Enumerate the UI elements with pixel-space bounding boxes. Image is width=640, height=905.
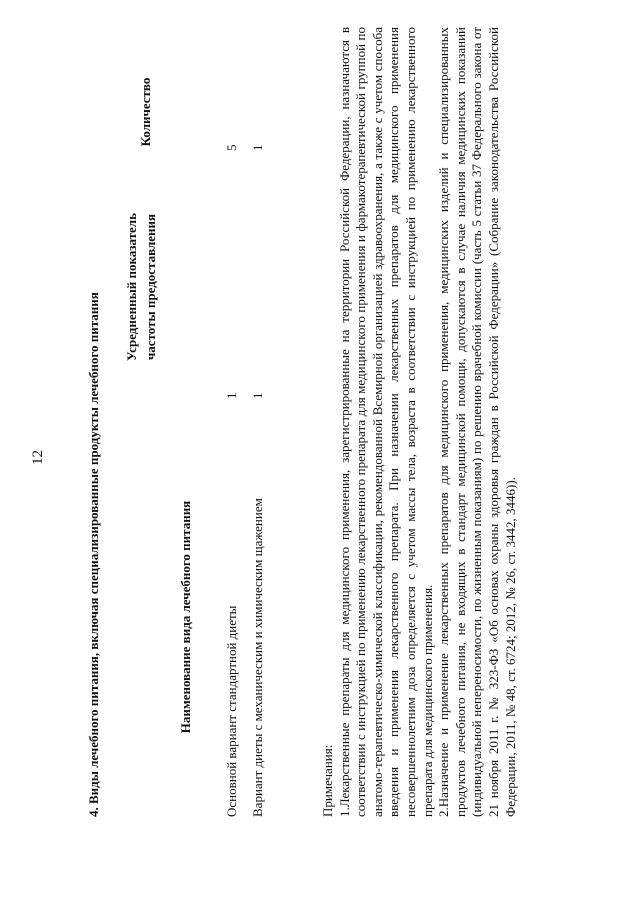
table-header [104, 37, 224, 817]
section-title: 4. Виды лечебного питания, включая специализированные продукты лечебного питания [86, 292, 101, 817]
nutrition-table [104, 37, 276, 817]
row-quantity: 1 [250, 144, 265, 151]
header-frequency: Усредненный показатель частоты предоставления [124, 213, 158, 361]
notes-section [320, 27, 519, 817]
table-row [224, 37, 250, 817]
note-item: 1.Лекарственные препараты для медицинского применения, зарегистрированные на территории Российской Федерации, назначаются в соответствии с инструкцией по применению лекарственного препарата для медицинского применения и фармакотерапевтической группой по анатомо-терапевтическо-химической классификации, рекомендованной Всемирной организацией здравоохранения, а также с учетом способа введения и применения лекарственного препарата. При назначении лекарственных препаратов для медицинского применения несовершеннолетним доза определяется с учетом массы тела, возраста в соответствии с инструкцией по применению лекарственного препарата для медицинского применения. [336, 27, 435, 817]
notes-heading: Примечания: [320, 744, 335, 817]
note-item: 2.Назначение и применение лекарственных препаратов для медицинского применения, медицинских изделий и специализированных продуктов лечебного питания, не входящих в стандарт медицинской помощи, допускаются в случае наличия медицинских показаний (индивидуальной непереносимости, по жизненным показаниям) по решению врачебной комиссии (часть 5 статьи 37 Федерального закона от 21 ноября 2011 г. № 323-ФЗ «Об основах охраны здоровья граждан в Российской Федерации» (Собрание законодательства Российской Федерации, 2011, № 48, ст. 6724; 2012, № 26, ст. 3442, 3446)). [436, 27, 518, 817]
row-name: Основной вариант стандартной диеты [224, 605, 239, 817]
table-row [250, 37, 276, 817]
header-name: Наименование вида лечебного питания [178, 500, 193, 734]
row-quantity: 5 [224, 144, 239, 151]
page-number: 12 [30, 450, 46, 465]
row-frequency: 1 [250, 392, 265, 399]
row-name: Вариант диеты с механическим и химическим щажением [250, 498, 265, 817]
row-frequency: 1 [224, 392, 239, 399]
header-quantity: Количество [138, 77, 153, 147]
